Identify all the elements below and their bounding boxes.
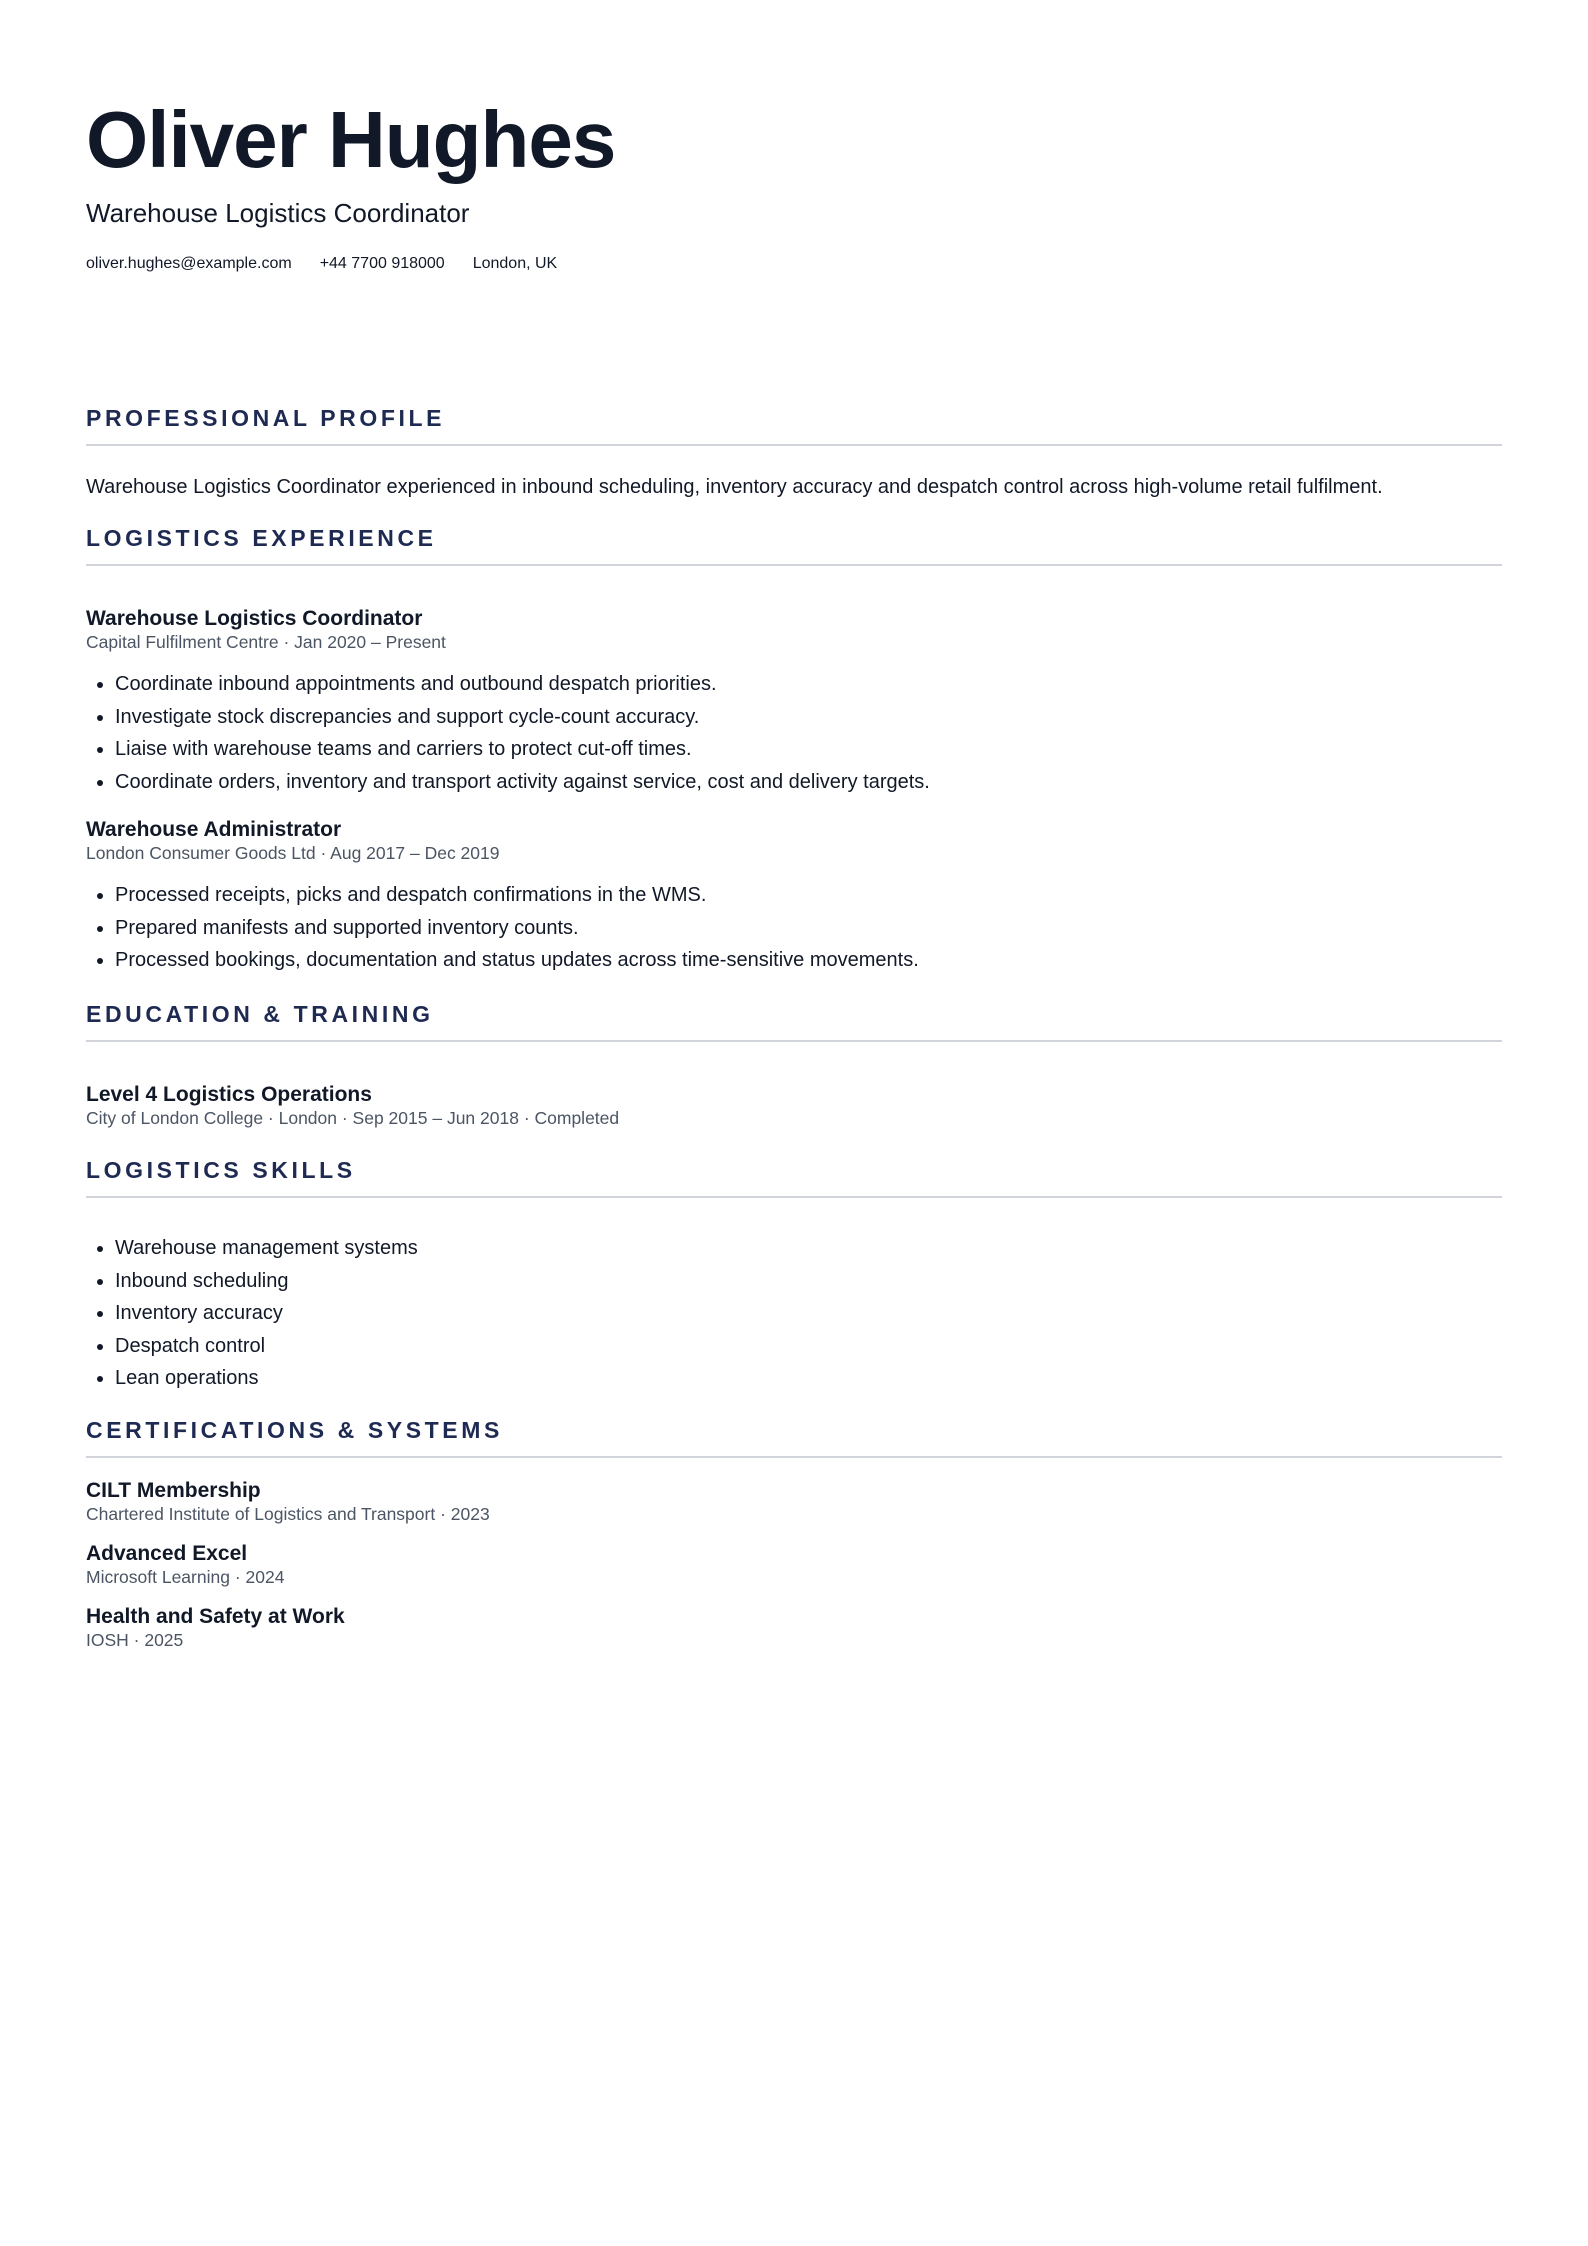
- job-bullet: • Coordinate orders, inventory and transport activity against service, cost and delivery targets.: [115, 766, 1502, 799]
- job-bullet: • Processed bookings, documentation and status updates across time-sensitive movements.: [115, 944, 1502, 977]
- section-education: [86, 1000, 1502, 1128]
- job-bullets: [86, 879, 1502, 977]
- section-divider: [86, 564, 1502, 566]
- certification-meta: Chartered Institute of Logistics and Transport · 2023: [86, 1504, 490, 1524]
- section-heading-skills: LOGISTICS SKILLS: [86, 1157, 356, 1183]
- contact-location: London, UK: [472, 255, 558, 272]
- section-heading-experience: LOGISTICS EXPERIENCE: [86, 525, 437, 551]
- skill-item: • Inbound scheduling: [115, 1265, 1502, 1298]
- section-skills: [86, 1156, 1502, 1395]
- section-divider: [86, 1196, 1502, 1198]
- section-profile: [86, 404, 1502, 500]
- section-experience: [86, 524, 1502, 977]
- job-bullets: [86, 668, 1502, 798]
- contact-line: [86, 254, 557, 274]
- certification-meta: Microsoft Learning · 2024: [86, 1567, 285, 1587]
- certification-entry: [86, 1478, 1502, 1524]
- certification-meta: IOSH · 2025: [86, 1630, 184, 1650]
- education-entry: [86, 1082, 1502, 1128]
- job-bullet: • Processed receipts, picks and despatch confirmations in the WMS.: [115, 879, 1502, 912]
- section-divider: [86, 1040, 1502, 1042]
- skills-list: [86, 1232, 1502, 1395]
- job-entry: [86, 817, 1502, 977]
- section-heading-education: EDUCATION & TRAINING: [86, 1001, 434, 1027]
- contact-email: oliver.hughes@example.com: [86, 255, 292, 272]
- skill-item: • Warehouse management systems: [115, 1232, 1502, 1265]
- job-bullet: • Coordinate inbound appointments and outbound despatch priorities.: [115, 668, 1502, 701]
- certification-entry: [86, 1604, 1502, 1650]
- section-heading-profile: PROFESSIONAL PROFILE: [86, 405, 446, 431]
- education-title: Level 4 Logistics Operations: [86, 1083, 372, 1106]
- section-divider: [86, 444, 1502, 446]
- job-meta: London Consumer Goods Ltd · Aug 2017 – Dec 2019: [86, 843, 500, 863]
- job-meta: Capital Fulfilment Centre · Jan 2020 – Present: [86, 632, 446, 652]
- job-title: Warehouse Logistics Coordinator: [86, 607, 423, 630]
- education-meta: City of London College · London · Sep 2015 – Jun 2018 · Completed: [86, 1108, 620, 1128]
- job-bullet: • Investigate stock discrepancies and support cycle-count accuracy.: [115, 701, 1502, 734]
- job-entry: [86, 606, 1502, 798]
- job-title: Warehouse Administrator: [86, 818, 342, 841]
- skill-item: • Lean operations: [115, 1362, 1502, 1395]
- job-bullet: • Liaise with warehouse teams and carriers to protect cut-off times.: [115, 733, 1502, 766]
- certification-title: CILT Membership: [86, 1479, 261, 1502]
- section-divider: [86, 1456, 1502, 1458]
- candidate-name: Oliver Hughes: [86, 95, 616, 184]
- skill-item: • Inventory accuracy: [115, 1297, 1502, 1330]
- contact-phone: +44 7700 918000: [319, 255, 445, 272]
- certification-title: Health and Safety at Work: [86, 1605, 345, 1628]
- profile-summary: Warehouse Logistics Coordinator experienced in inbound scheduling, inventory accuracy and despatch control across high-volume retail fulfilment.: [86, 476, 1383, 498]
- candidate-title: Warehouse Logistics Coordinator: [86, 198, 470, 228]
- certification-entry: [86, 1541, 1502, 1587]
- section-certifications: [86, 1416, 1502, 1650]
- certification-title: Advanced Excel: [86, 1542, 248, 1565]
- section-heading-certifications: CERTIFICATIONS & SYSTEMS: [86, 1417, 503, 1443]
- job-bullet: • Prepared manifests and supported inventory counts.: [115, 912, 1502, 945]
- skill-item: • Despatch control: [115, 1330, 1502, 1363]
